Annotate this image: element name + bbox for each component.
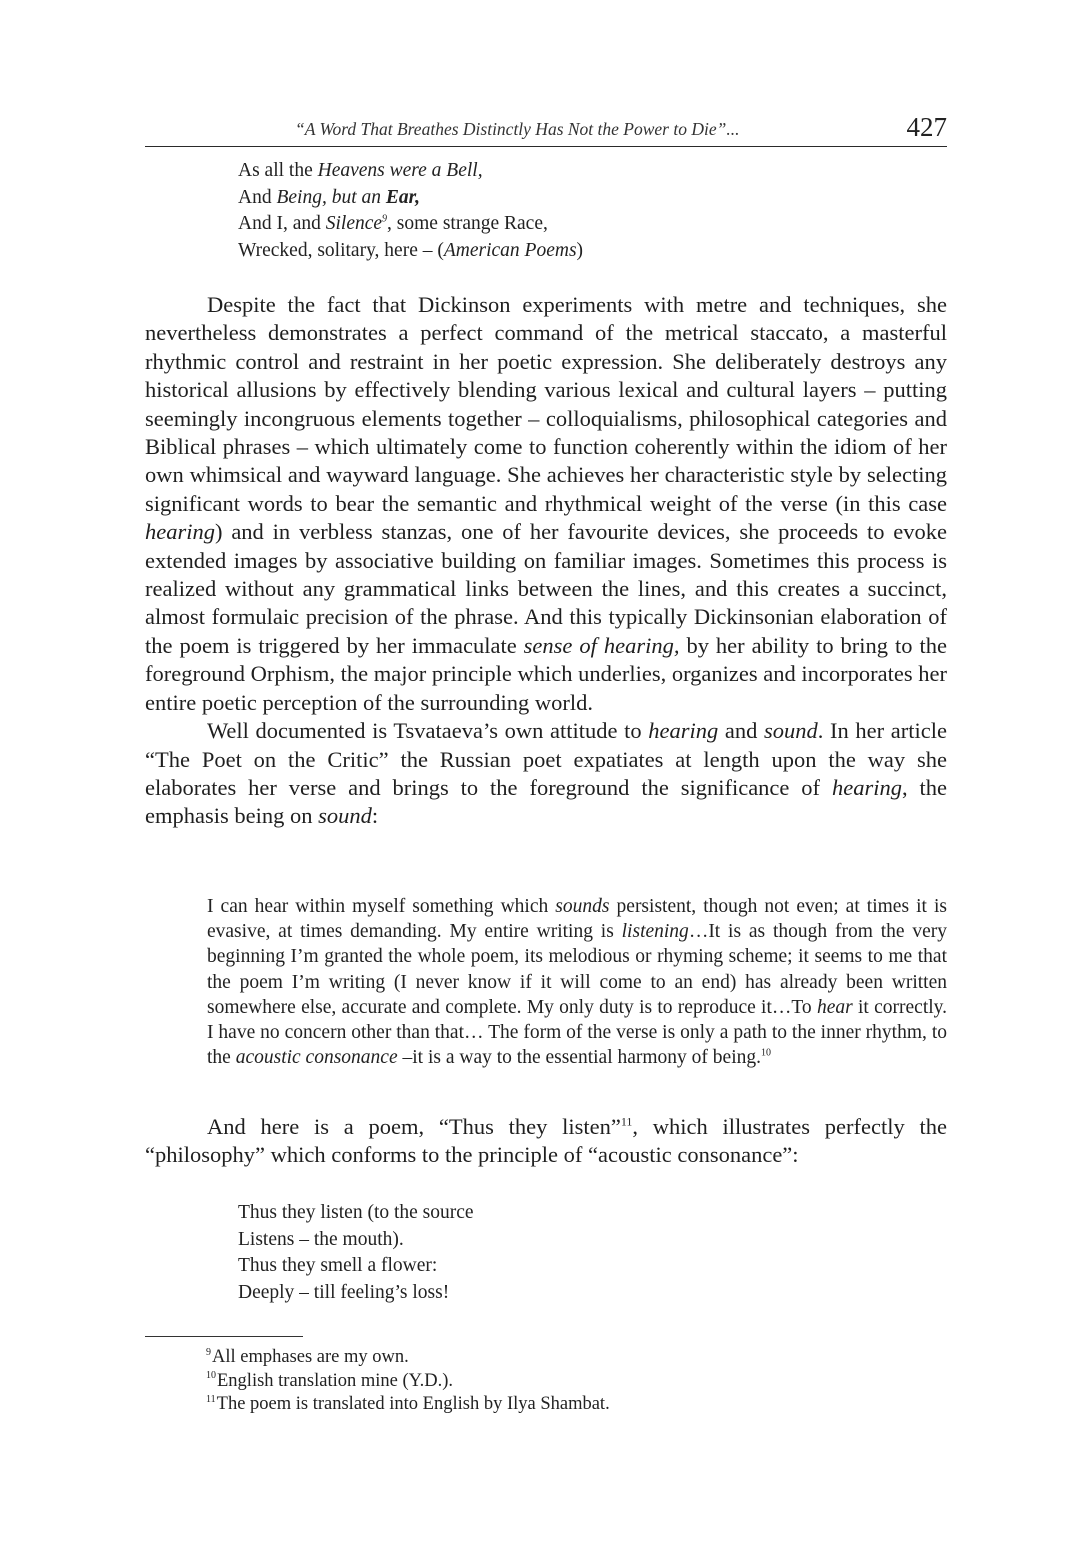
footnote-number: 10 [206, 1370, 216, 1382]
footnote-number: 11 [206, 1393, 216, 1405]
page-number: 427 [906, 112, 947, 142]
footnote-text: All emphases are my own. [212, 1347, 409, 1367]
verse-line: Wrecked, solitary, here – (American Poems) [238, 239, 584, 261]
verse-line: Deeply – till feeling’s loss! [238, 1281, 450, 1303]
verse-line: Thus they smell a flower: [238, 1255, 438, 1276]
page-header [145, 112, 947, 147]
body-text-1 [145, 291, 947, 831]
footnote [206, 1370, 610, 1394]
footnote-divider [145, 1336, 303, 1337]
verse-line: Thus they listen (to the source [238, 1202, 474, 1223]
quote-paragraph: I can hear within myself something which sounds persistent, though not even; at times it is evasive, at times demanding. My entire writing is listening…It is as though from the very beginning I’m granted the whole poem, its melodious or rhyming scheme; it seems to me that the poem I’m writing (I never know if it will come to an end) has already been written somewhere else, accurate and complete. My only duty is to reproduce it…To hear it correctly. I have no concern other than that… The form of the verse is only a path to the inner rhythm, to the acoustic consonance –it is a way to the essential harmony of being.$^{10}$ [207, 896, 948, 1069]
footnote-ref: 11 [620, 1114, 633, 1129]
footnote [206, 1393, 610, 1417]
footnote-ref: 9 [382, 213, 388, 225]
verse-block-1 [238, 158, 583, 264]
footnote [206, 1346, 610, 1370]
body-text-2 [145, 1113, 947, 1170]
footnote-text: English translation mine (Y.D.). [217, 1370, 454, 1391]
verse-line: As all the Heavens were a Bell, [238, 160, 483, 181]
paragraph: And here is a poem, “Thus they listen”$^{11}$, which illustrates perfectly the “philosophy” which conforms to the principle of “acoustic consonance”: [145, 1114, 947, 1168]
footnote-number: 9 [206, 1346, 211, 1358]
footnote-ref: 10 [761, 1047, 772, 1059]
footnotes [206, 1346, 610, 1417]
verse-line: And I, and Silence$^9$, some strange Race, [238, 213, 548, 234]
block-quote [207, 894, 947, 1070]
verse-block-2 [238, 1200, 474, 1306]
verse-line: And Being, but an Ear, [238, 186, 421, 208]
verse-line: Listens – the mouth). [238, 1228, 404, 1250]
running-title: “A Word That Breathes Distinctly Has Not the Power to Die”... [295, 119, 740, 139]
paragraph: Well documented is Tsvataeva’s own attitude to hearing and sound. In her article “The Poet on the Critic” the Russian poet expatiates at length upon the way she elaborates her verse and brings to the foreground the significance of hearing, the emphasis being on sound: [145, 718, 947, 829]
paragraph: Despite the fact that Dickinson experiments with metre and techniques, she nevertheless demonstrates a perfect command of the metrical staccato, a masterful rhythmic control and restraint in her poetic expression. She deliberately destroys any historical allusions by effectively blending various lexical and cultural layers – putting seemingly incongruous elements together – colloquialisms, philosophical categories and Biblical phrases – which ultimately come to function coherently within the idiom of her own whimsical and wayward language. She achieves her characteristic style by selecting significant words to bear the semantic and rhythmical weight of the verse (in this case hearing) and in verbless stanzas, one of her favourite devices, she proceeds to evoke extended images by associative building on familiar images. Sometimes this process is realized without any grammatical links between the lines, and this creates a succinct, almost formulaic precision of the phrase. And this typically Dickinsonian elaboration of the poem is triggered by her immaculate sense of hearing, by her ability to bring to the foreground Orphism, the major principle which underlies, organizes and incorporates her entire poetic perception of the surrounding world. [145, 292, 947, 715]
footnote-text: The poem is translated into English by Ilya Shambat. [216, 1394, 610, 1414]
